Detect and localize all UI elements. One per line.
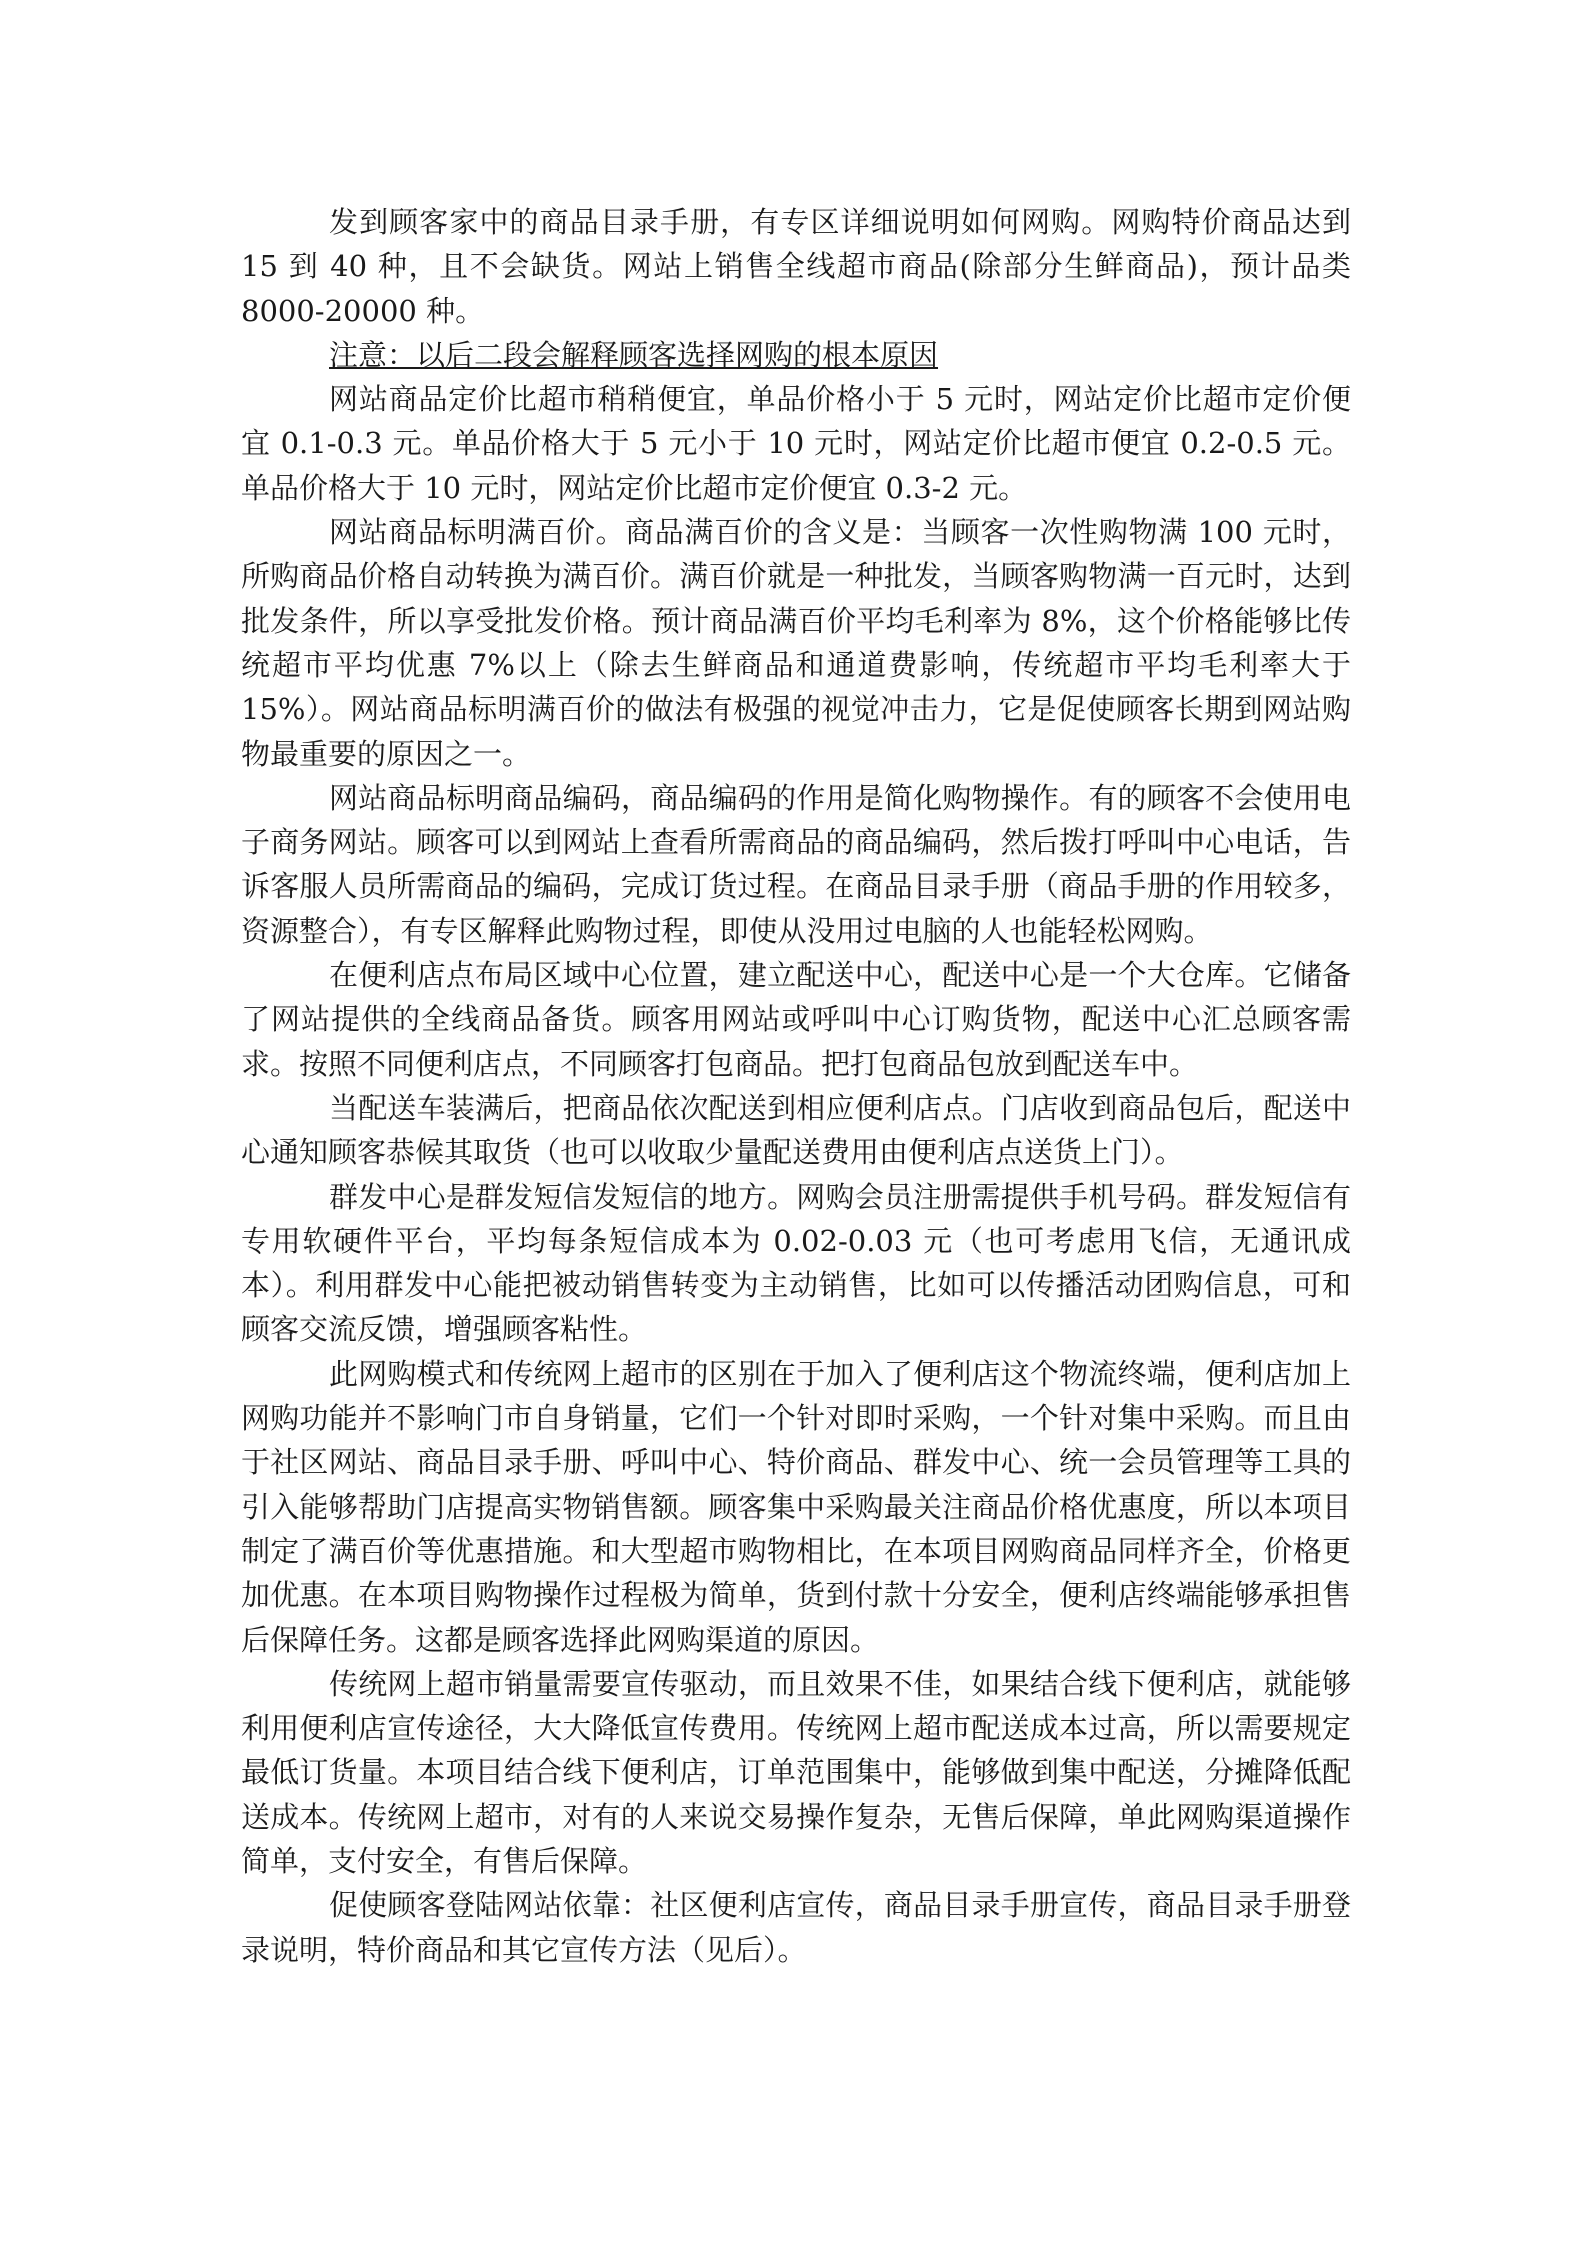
paragraph-sms-center: 群发中心是群发短信发短信的地方。网购会员注册需提供手机号码。群发短信有专用软硬件平台，平均每条短信成本为 0.02-0.03 元（也可考虑用飞信，无通讯成本）。利用群发中心能把被动销售转变为主动销售，比如可以传播活动团购信息，可和顾客交流反馈，增强顾客粘性。 — [241, 1179, 1351, 1347]
paragraph-model-difference: 此网购模式和传统网上超市的区别在于加入了便利店这个物流终端，便利店加上网购功能并不影响门市自身销量，它们一个针对即时采购，一个针对集中采购。而且由于社区网站、商品目录手册、呼叫中心、特价商品、群发中心、统一会员管理等工具的引入能够帮助门店提高实物销售额。顾客集中采购最关注商品价格优惠度，所以本项目制定了满百价等优惠措施。和大型超市购物相比，在本项目网购商品同样齐全，价格更加优惠。在本项目购物操作过程极为简单，货到付款十分安全，便利店终端能够承担售后保障任务。这都是顾客选择此网购渠道的原因。 — [241, 1356, 1351, 1657]
paragraph-pricing: 网站商品定价比超市稍稍便宜，单品价格小于 5 元时，网站定价比超市定价便宜 0.1-0.3 元。单品价格大于 5 元小于 10 元时，网站定价比超市便宜 0.2-0.5 元。单品价格大于 10 元时，网站定价比超市定价便宜 0.3-2 元。 — [241, 382, 1351, 505]
note-text: 注意：以后二段会解释顾客选择网购的根本原因 — [329, 337, 939, 372]
paragraph-bulk-price: 网站商品标明满百价。商品满百价的含义是：当顾客一次性购物满 100 元时，所购商品价格自动转换为满百价。满百价就是一种批发，当顾客购物满一百元时，达到批发条件，所以享受批发价格。预计商品满百价平均毛利率为 8%，这个价格能够比传统超市平均优惠 7%以上（除去生鲜商品和通道费影响，传统超市平均毛利率大于 15%）。网站商品标明满百价的做法有极强的视觉冲击力，它是促使顾客长期到网站购物最重要的原因之一。 — [241, 515, 1351, 771]
paragraph-promotion-cost: 传统网上超市销量需要宣传驱动，而且效果不佳，如果结合线下便利店，就能够利用便利店宣传途径，大大降低宣传费用。传统网上超市配送成本过高，所以需要规定最低订货量。本项目结合线下便利店，订单范围集中，能够做到集中配送，分摊降低配送成本。传统网上超市，对有的人来说交易操作复杂，无售后保障，单此网购渠道操作简单，支付安全，有售后保障。 — [241, 1666, 1351, 1878]
paragraph-site-visits: 促使顾客登陆网站依靠：社区便利店宣传，商品目录手册宣传，商品目录手册登录说明，特价商品和其它宣传方法（见后）。 — [241, 1888, 1351, 1967]
paragraph-note — [241, 333, 1351, 377]
paragraph-catalog: 发到顾客家中的商品目录手册，有专区详细说明如何网购。网购特价商品达到 15 到 40 种，且不会缺货。网站上销售全线超市商品(除部分生鲜商品)，预计品类 8000-20000 种。 — [241, 205, 1351, 328]
paragraph-delivery: 当配送车装满后，把商品依次配送到相应便利店点。门店收到商品包后，配送中心通知顾客恭候其取货（也可以收取少量配送费用由便利店点送货上门）。 — [241, 1090, 1351, 1170]
paragraph-distribution-center: 在便利店点布局区域中心位置，建立配送中心，配送中心是一个大仓库。它储备了网站提供的全线商品备货。顾客用网站或呼叫中心订购货物，配送中心汇总顾客需求。按照不同便利店点，不同顾客打包商品。把打包商品包放到配送车中。 — [241, 958, 1351, 1081]
document-page — [241, 200, 1351, 1972]
paragraph-product-code: 网站商品标明商品编码，商品编码的作用是简化购物操作。有的顾客不会使用电子商务网站。顾客可以到网站上查看所需商品的商品编码，然后拨打呼叫中心电话，告诉客服人员所需商品的编码，完成订货过程。在商品目录手册（商品手册的作用较多，资源整合），有专区解释此购物过程，即使从没用过电脑的人也能轻松网购。 — [241, 780, 1351, 948]
